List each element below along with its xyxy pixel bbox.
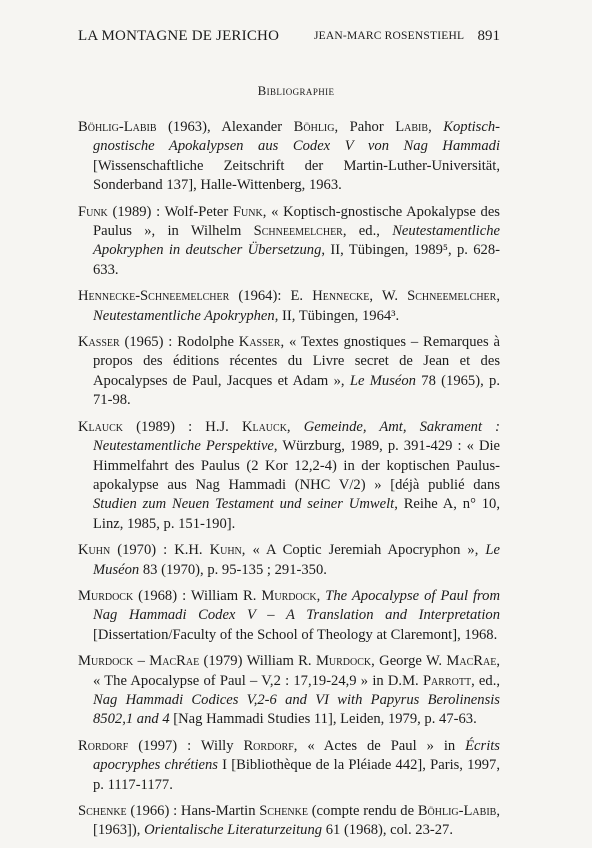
running-head-author: JEAN-MARC ROSENSTIEHL <box>314 30 465 42</box>
bibliography-entry <box>78 802 500 841</box>
entry-title: Écrits apocryphes chrétiens <box>93 737 500 774</box>
entry-title: Studien zum Neuen Testament und seiner Umwelt <box>93 496 395 513</box>
entry-text: , « The Apocalypse of Paul – V,2 : 17,19-24,9 » in D.M. <box>93 653 500 689</box>
bibliography-entry <box>78 118 500 196</box>
entry-title: Orientalische Literaturzeitung <box>144 822 323 839</box>
bibliography-entry <box>78 333 500 411</box>
section-heading: Bibliographie <box>257 83 335 98</box>
entry-text: , <box>286 418 304 435</box>
entry-author: Schneemelcher <box>407 288 497 305</box>
entry-title: Neutestamentliche Apokryphen in deutscher Übersetzung <box>93 223 500 259</box>
bibliography-entry <box>78 587 500 645</box>
entry-text: , « Koptisch-gnostische Apokalypse des Paulus », in Wilhelm <box>93 203 500 240</box>
entry-text: (1968) : William R. <box>133 587 262 604</box>
entry-author: Böhlig-Labib <box>417 803 497 819</box>
entry-author: Böhlig <box>293 119 335 135</box>
entry-text: , George W. <box>371 653 447 670</box>
entry-text: , [1963]), <box>93 803 500 839</box>
entry-key: Kasser <box>78 334 120 351</box>
entry-text: , « Textes gnostiques – Remarques à propos des éditions récentes du Livre secret de Jean et des Apocalypses de Paul, Jacques et Adam », <box>93 334 500 389</box>
entry-text: , Reihe A, n° 10, Linz, 1985, p. 151-190]. <box>93 496 500 532</box>
entry-title: Nag Hammadi Codices V,2-6 and VI with Papyrus Berolinensis 8502,1 and 4 <box>93 691 500 728</box>
entry-text: , « A Coptic Jeremiah Apocryphon », <box>241 542 486 559</box>
entry-author: Kasser <box>238 334 281 351</box>
entry-text: , W. <box>369 288 408 305</box>
bibliography-entry <box>78 652 500 730</box>
entry-key: Böhlig-Labib <box>78 119 157 135</box>
entry-author: Funk <box>232 203 263 220</box>
entry-text: , II, Tübingen, 1989⁵, p. 628-633. <box>93 242 500 278</box>
entry-author: Labib <box>395 119 429 135</box>
entry-author: Schenke <box>259 803 308 819</box>
bibliography-entry <box>78 203 500 281</box>
entry-text: , Pahor <box>334 119 396 135</box>
entry-text: , II, Tübingen, 1964³. <box>274 307 400 324</box>
entry-text: , <box>496 288 500 305</box>
entry-key: Murdock <box>78 587 134 604</box>
entry-title: The Apocalypse of Paul from Nag Hammadi Codex V – A Translation and Interpretation <box>93 587 501 624</box>
running-head-title: LA MONTAGNE DE JERICHO <box>78 28 280 44</box>
entry-text: (1966) : Hans-Martin <box>126 803 260 819</box>
entry-text: , <box>316 587 326 604</box>
entry-text: 61 (1968), col. 23-27. <box>322 822 453 839</box>
entry-author: Schneemelcher <box>253 223 343 240</box>
entry-author: Kuhn <box>209 542 242 559</box>
entry-key: Kuhn <box>78 542 111 559</box>
entry-text: (1989) : H.J. <box>122 418 242 435</box>
bibliography-entry <box>78 287 500 326</box>
bibliography-entry <box>78 541 500 580</box>
bibliography-entry <box>78 737 500 795</box>
running-head <box>78 28 500 48</box>
entry-key: Schenke <box>78 803 127 819</box>
entry-author: Klauck <box>241 418 287 435</box>
entry-author: Murdock <box>261 587 317 604</box>
bibliography-list <box>78 118 500 848</box>
entry-text: I [Bibliothèque de la Pléiade 442], Paris, 1997, p. 1117-1177. <box>93 757 500 793</box>
entry-text: (1979) William R. <box>199 653 316 670</box>
entry-text: 83 (1970), p. 95-135 ; 291-350. <box>139 561 327 578</box>
entry-author: Hennecke <box>312 288 370 305</box>
entry-text: , « Actes de Paul » in <box>293 737 466 754</box>
entry-title: Gemeinde, Amt, Sakrament : Neutestamentliche Perspektive <box>93 418 501 455</box>
entry-author: Murdock <box>315 653 372 670</box>
entry-key: Murdock – MacRae <box>78 653 200 670</box>
entry-text: (1997) : Willy <box>128 737 244 754</box>
entry-text: (1964): E. <box>229 288 313 305</box>
entry-text: (compte rendu de <box>307 803 418 819</box>
entry-text: (1963), Alexander <box>156 119 294 135</box>
entry-key: Klauck <box>78 418 123 435</box>
entry-text: (1965) : Rodolphe <box>119 334 239 351</box>
entry-title: Neutestamentliche Apokryphen <box>93 307 275 324</box>
entry-text: , ed., <box>471 672 501 689</box>
entry-text: , Würzburg, 1989, p. 391-429 : « Die Himmelfahrt des Paulus (2 Kor 12,2-4) in der koptischen Paulus-apokalypse aus Nag Hammadi (NHC V/2) » [déjà publié dans <box>93 438 501 493</box>
entry-title: Koptisch-gnostische Apokalypsen aus Codex V von Nag Hammadi <box>93 119 501 155</box>
entry-key: Funk <box>78 203 108 220</box>
entry-text: [Nag Hammadi Studies 11], Leiden, 1979, p. 47-63. <box>169 711 477 728</box>
page-number: 891 <box>477 28 500 44</box>
entry-key: Rordorf <box>78 737 129 754</box>
entry-title: Le Muséon <box>349 372 416 389</box>
entry-author: Parrott <box>422 672 472 689</box>
entry-key: Hennecke-Schneemelcher <box>78 288 230 305</box>
bibliography-entry <box>78 418 500 534</box>
entry-author: Rordorf <box>243 737 294 754</box>
entry-title: Le Muséon <box>93 542 500 578</box>
entry-text: [Wissenschaftliche Zeitschrift der Martin-Luther-Universität, Sonderband 137], Halle-Wittenberg, 1963. <box>93 157 500 194</box>
entry-author: MacRae <box>446 653 497 670</box>
entry-text: 78 (1965), p. 71-98. <box>93 372 500 409</box>
entry-text: [Dissertation/Faculty of the School of Theology at Claremont], 1968. <box>93 626 498 643</box>
entry-text: , ed., <box>342 223 393 240</box>
entry-text: (1989) : Wolf-Peter <box>107 203 233 220</box>
entry-text: (1970) : K.H. <box>110 542 210 559</box>
entry-text: , <box>428 119 444 135</box>
